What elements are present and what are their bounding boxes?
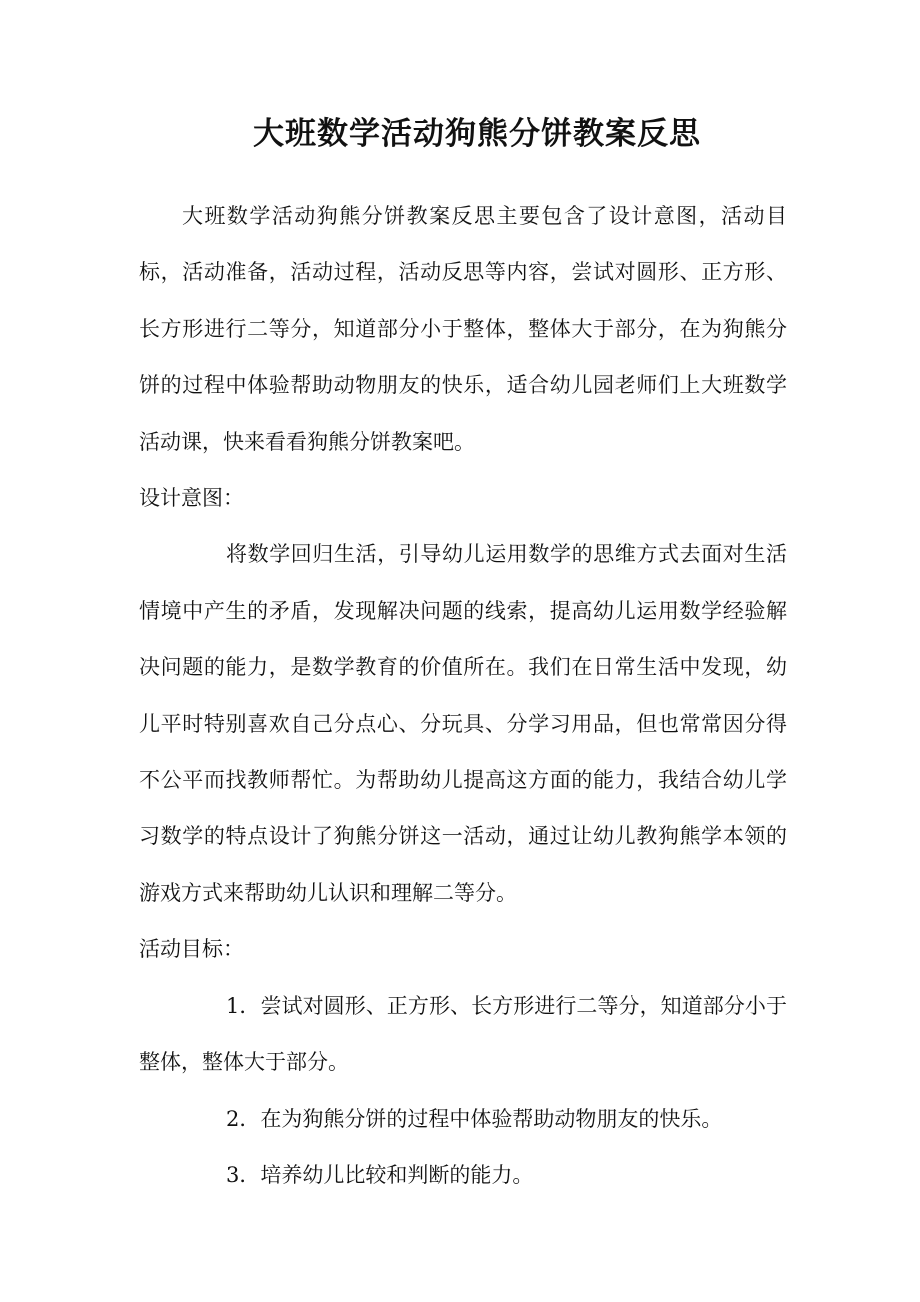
goal-item-3: 3．培养幼儿比较和判断的能力。 bbox=[226, 1162, 534, 1187]
intro-paragraph: 大班数学活动狗熊分饼教案反思主要包含了设计意图，活动目标，活动准备，活动过程，活动反思等内容，尝试对圆形、正方形、长方形进行二等分，知道部分小于整体，整体大于部分，在为狗熊分饼的过程中体验帮助动物朋友的快乐，适合幼儿园老师们上大班数学活动课，快来看看狗熊分饼教案吧。 bbox=[139, 204, 787, 454]
document-title: 大班数学活动狗熊分饼教案反思 bbox=[253, 116, 701, 152]
goal-item-2: 2．在为狗熊分饼的过程中体验帮助动物朋友的快乐。 bbox=[226, 1106, 723, 1131]
activity-goals-heading: 活动目标： bbox=[139, 937, 244, 962]
goal-item-1: 1．尝试对圆形、正方形、长方形进行二等分，知道部分小于整体，整体大于部分。 bbox=[139, 993, 787, 1075]
design-intent-heading: 设计意图： bbox=[139, 486, 244, 511]
design-intent-paragraph: 将数学回归生活，引导幼儿运用数学的思维方式去面对生活情境中产生的矛盾，发现解决问题的线索，提高幼儿运用数学经验解决问题的能力，是数学教育的价值所在。我们在日常生活中发现，幼儿平时特别喜欢自己分点心、分玩具、分学习用品，但也常常因分得不公平而找教师帮忙。为帮助幼儿提高这方面的能力，我结合幼儿学习数学的特点设计了狗熊分饼这一活动，通过让幼儿教狗熊学本领的游戏方式来帮助幼儿认识和理解二等分。 bbox=[139, 542, 787, 905]
document-body bbox=[139, 188, 787, 1203]
